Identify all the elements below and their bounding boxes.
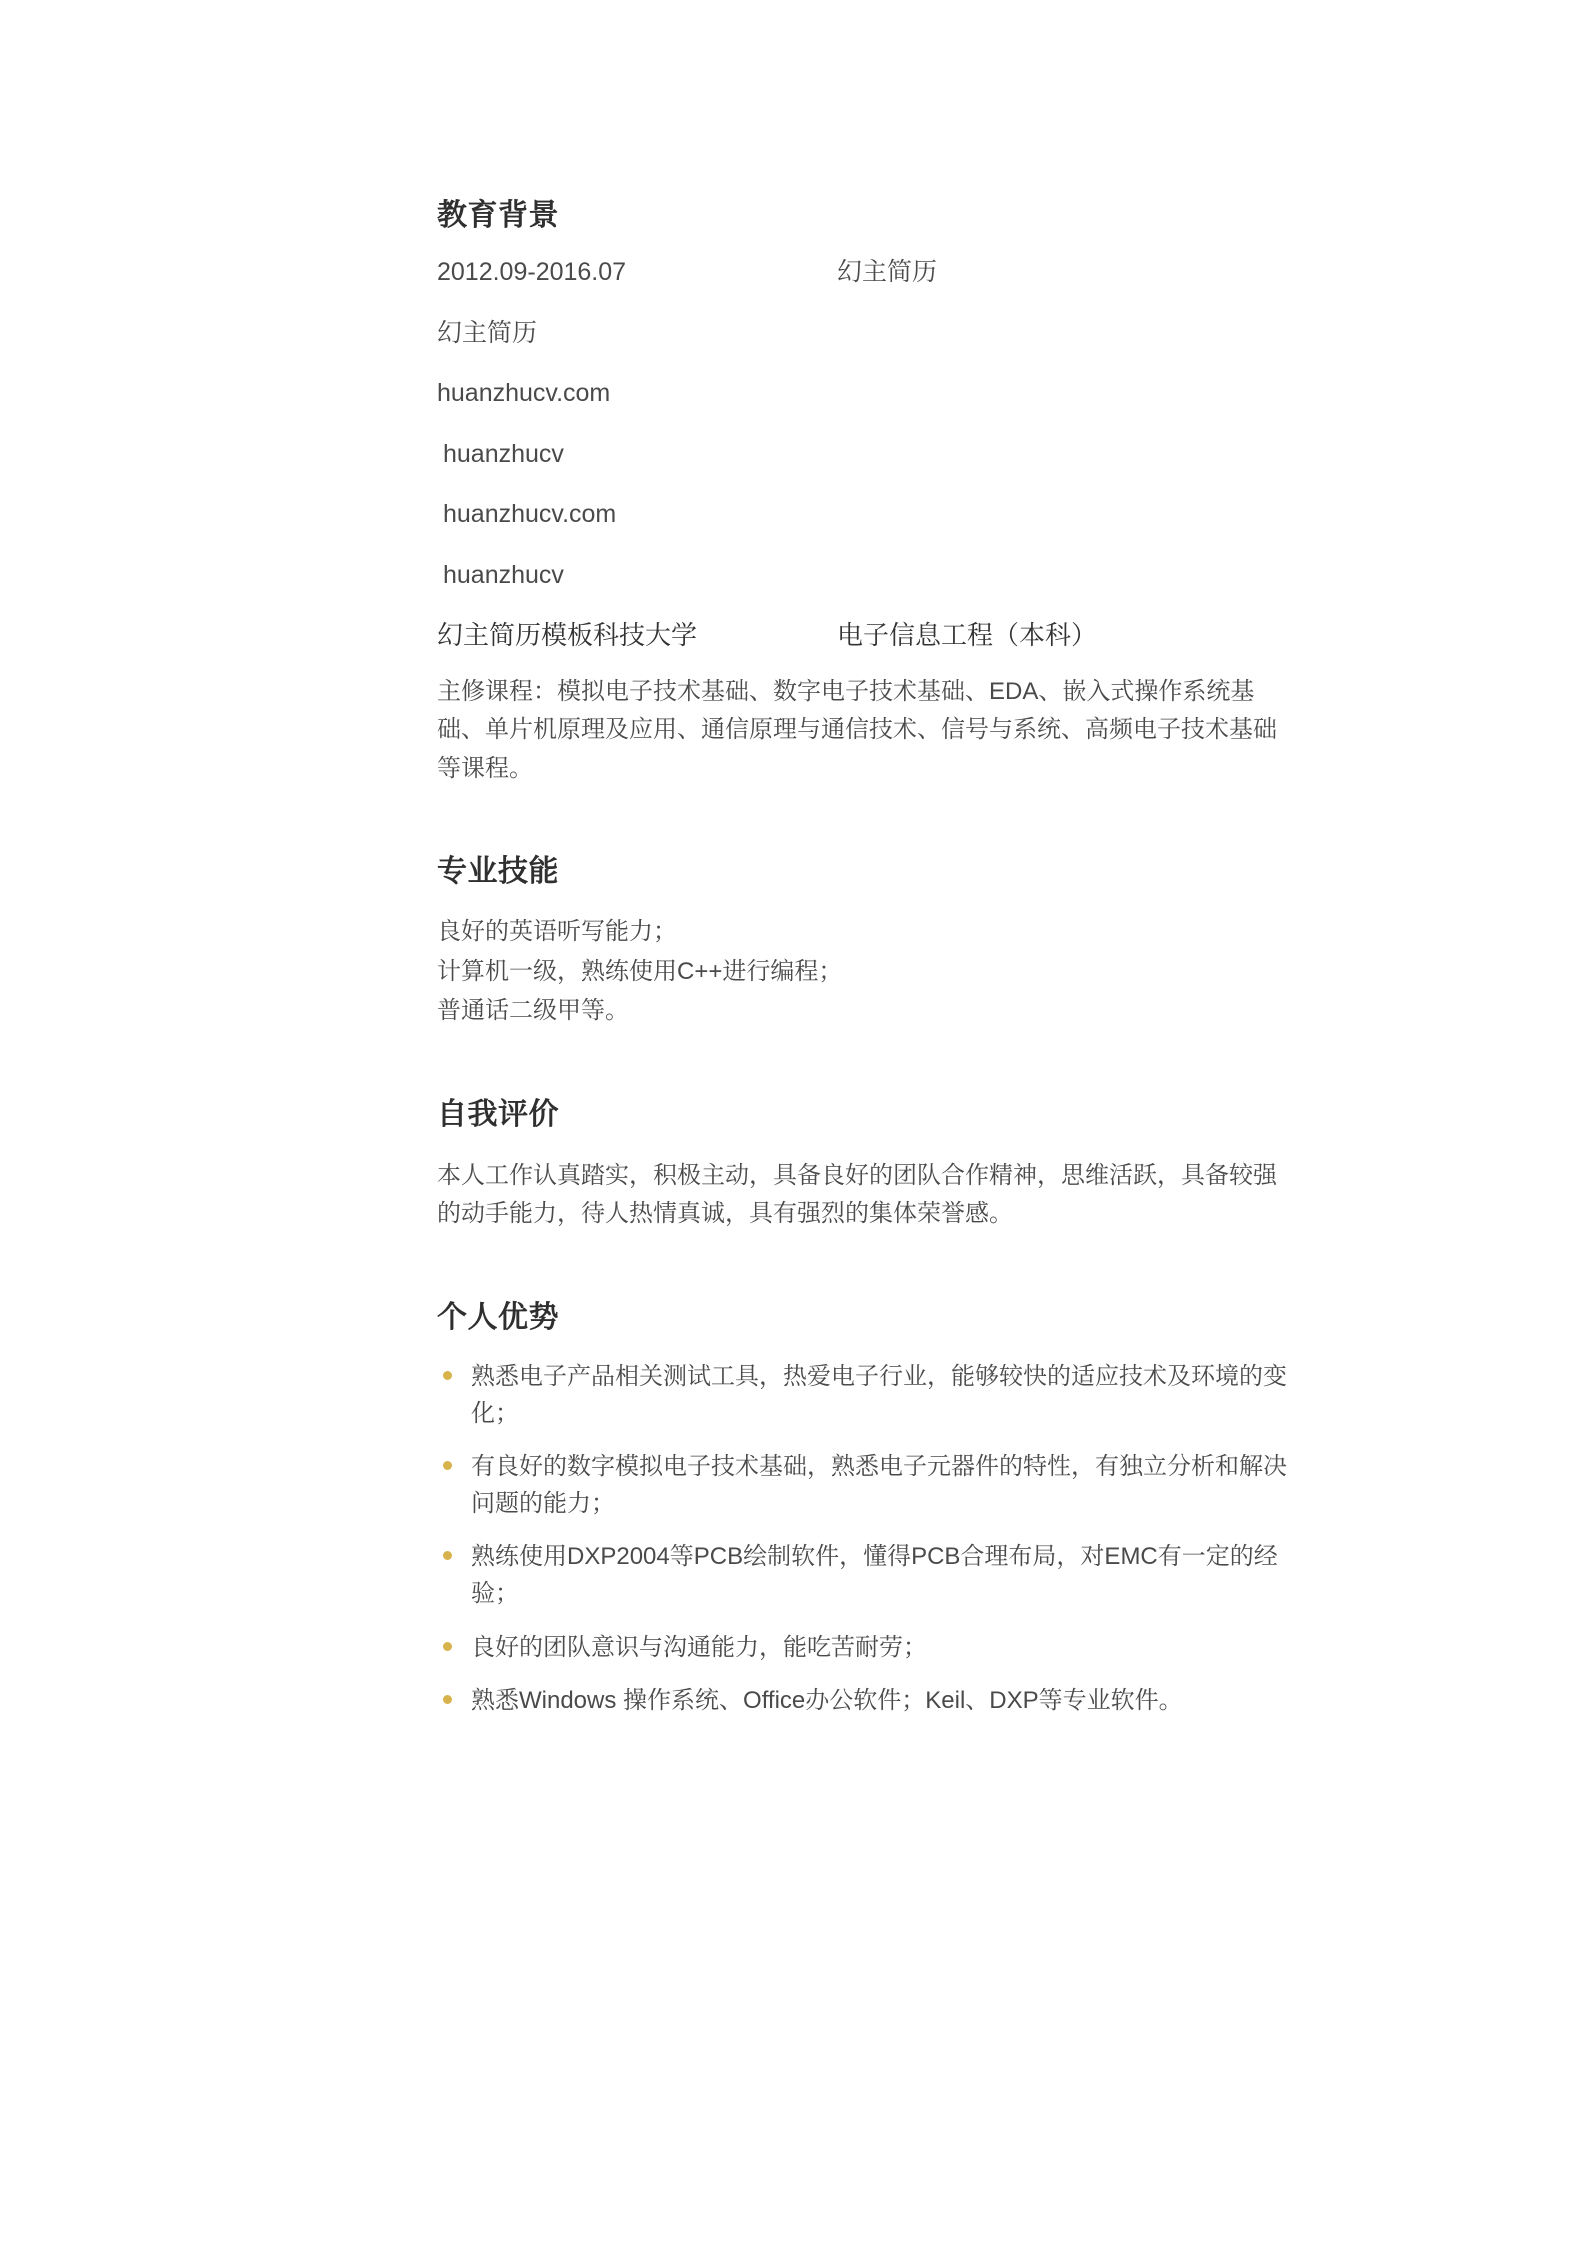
list-item	[437, 1448, 1297, 1522]
list-item	[437, 1538, 1297, 1612]
education-school-name: 幻主简历模板科技大学	[437, 620, 698, 650]
education-major: 电子信息工程（本科）	[837, 620, 1098, 650]
list-item-text: 熟练使用DXP2004等PCB绘制软件，懂得PCB合理布局，对EMC有一定的经验；	[471, 1543, 1278, 1608]
bullet-dot-icon	[443, 1371, 452, 1380]
bullet-dot-icon	[443, 1461, 452, 1470]
section-skills	[437, 846, 1297, 1031]
education-date-range: 2012.09-2016.07	[437, 258, 627, 286]
bullet-dot-icon	[443, 1642, 452, 1651]
education-org: 幻主简历	[837, 258, 938, 286]
bullet-dot-icon	[443, 1551, 452, 1560]
skill-line: 良好的英语听写能力；	[437, 917, 677, 945]
section-advantages	[437, 1292, 1297, 1720]
list-item-text: 熟悉电子产品相关测试工具，热爱电子行业，能够较快的适应技术及环境的变化；	[471, 1362, 1287, 1427]
list-item	[437, 1358, 1297, 1432]
advantages-title: 个人优势	[437, 1300, 559, 1334]
education-title: 教育背景	[437, 199, 559, 232]
education-line-4: huanzhucv.com	[443, 500, 617, 528]
education-line-5: huanzhucv	[443, 560, 564, 589]
list-item-text: 熟悉Windows 操作系统、Office办公软件；Keil、DXP等专业软件。	[471, 1686, 1183, 1714]
self-evaluation-title: 自我评价	[437, 1097, 559, 1131]
self-evaluation-text: 本人工作认真踏实，积极主动，具备良好的团队合作精神，思维活跃，具备较强的动手能力，待人热情真诚，具有强烈的集体荣誉感。	[437, 1161, 1277, 1228]
skills-list	[437, 912, 1297, 1031]
education-line-1: 幻主简历	[437, 318, 538, 347]
skills-title: 专业技能	[437, 854, 559, 888]
advantages-list	[437, 1358, 1297, 1720]
education-line-3: huanzhucv	[443, 439, 564, 468]
section-self-evaluation	[437, 1089, 1297, 1234]
education-date-row	[437, 256, 1297, 289]
skill-line: 普通话二级甲等。	[437, 997, 629, 1025]
list-item-text: 良好的团队意识与沟通能力，能吃苦耐劳；	[471, 1633, 927, 1661]
list-item	[437, 1629, 1297, 1666]
education-school-row	[437, 619, 1297, 653]
education-courses: 主修课程：模拟电子技术基础、数字电子技术基础、EDA、嵌入式操作系统基础、单片机原理及应用、通信原理与通信技术、信号与系统、高频电子技术基础等课程。	[437, 677, 1277, 782]
resume-content	[437, 190, 1297, 1719]
list-item-text: 有良好的数字模拟电子技术基础，熟悉电子元器件的特性，有独立分析和解决问题的能力；	[471, 1452, 1287, 1518]
education-line-2: huanzhucv.com	[437, 379, 611, 407]
list-item	[437, 1682, 1297, 1719]
bullet-dot-icon	[443, 1695, 452, 1704]
skill-line: 计算机一级，熟练使用C++进行编程；	[437, 957, 843, 985]
section-education	[437, 190, 1297, 788]
